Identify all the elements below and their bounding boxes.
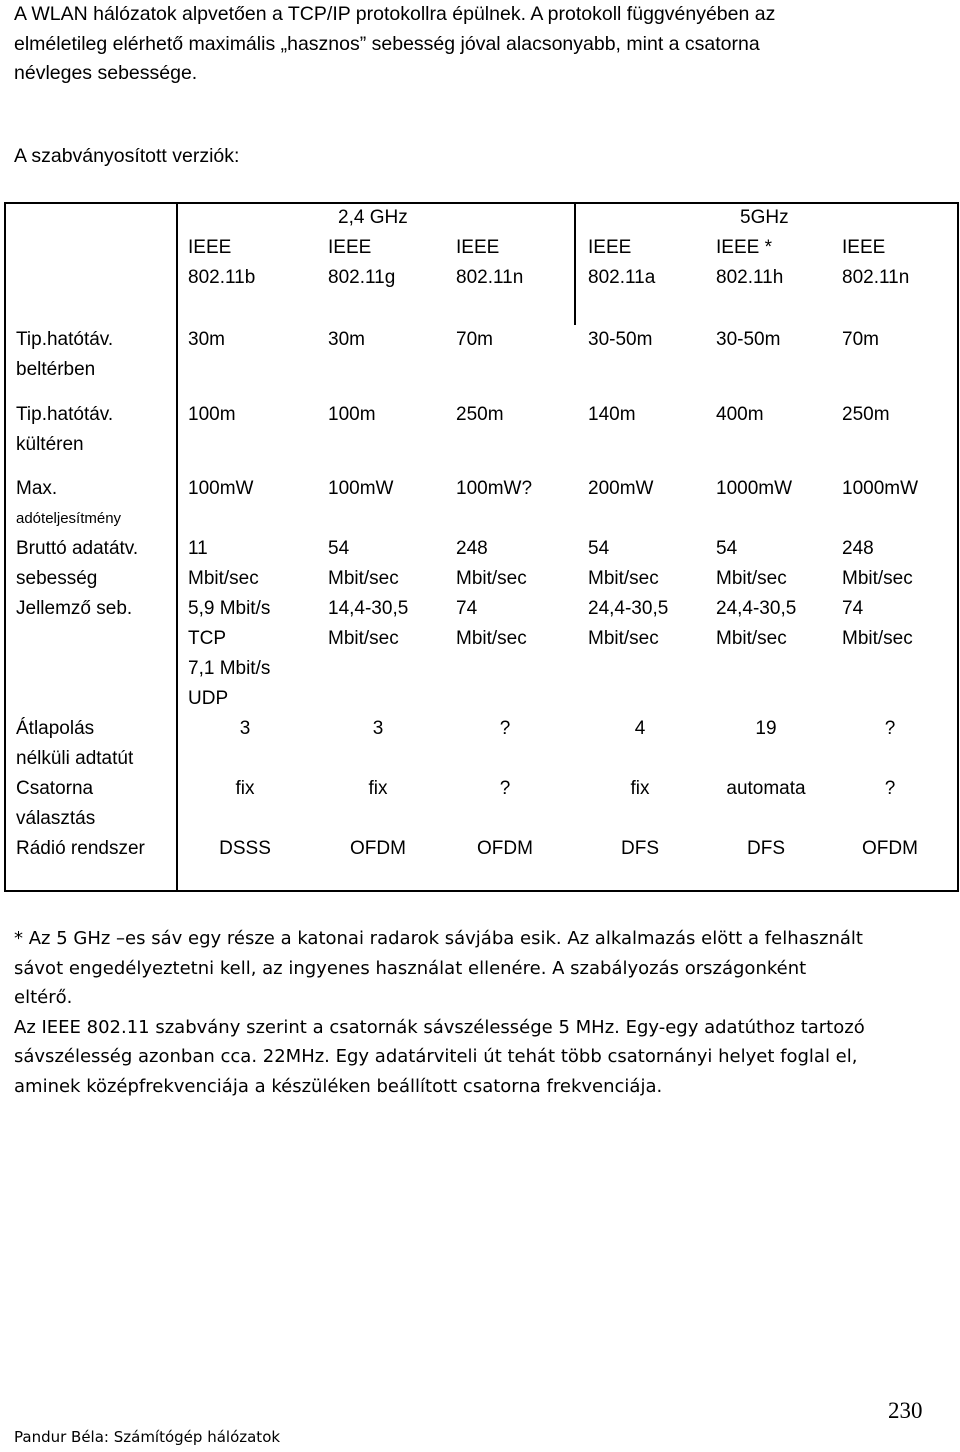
table-border-left — [4, 202, 6, 892]
table-cell: Mbit/sec — [716, 628, 787, 649]
row-label: Bruttó adatátv. — [16, 538, 139, 559]
table-cell: 4 — [634, 718, 646, 739]
table-cell: Mbit/sec — [456, 568, 527, 589]
table-cell: 250m — [456, 404, 504, 425]
intro-paragraph — [14, 0, 944, 89]
table-cell: 1000mW — [842, 478, 919, 499]
footnote-line: aminek középfrekvenciája a készüléken beállított csatorna frekvenciája. — [14, 1075, 663, 1097]
table-cell: 200mW — [588, 478, 654, 499]
table-cell: 100m — [328, 404, 376, 425]
table-cell: 54 — [328, 538, 350, 559]
row-label: Csatorna — [16, 778, 94, 799]
band-header-5ghz: 5GHz — [740, 207, 789, 228]
row-label: sebesség — [16, 568, 98, 589]
standard-header: 802.11a — [588, 267, 656, 288]
row-label: Max. — [16, 478, 58, 499]
table-cell: DFS — [621, 838, 659, 859]
standard-header: 802.11n — [456, 267, 524, 288]
table-cell: 5,9 Mbit/s — [188, 598, 271, 619]
table-cell: 70m — [456, 329, 493, 350]
table-cell: 140m — [588, 404, 636, 425]
table-cell: 100mW — [188, 478, 254, 499]
table-cell: Mbit/sec — [588, 568, 659, 589]
table-cell: OFDM — [350, 838, 406, 859]
standard-header: IEEE * — [716, 237, 772, 258]
table-cell: Mbit/sec — [456, 628, 527, 649]
table-cell: fix — [235, 778, 255, 799]
page-number: 230 — [888, 1398, 923, 1423]
table-cell: 3 — [239, 718, 251, 739]
intro-line: névleges sebessége. — [14, 62, 198, 84]
table-cell: OFDM — [477, 838, 533, 859]
table-cell: ? — [884, 778, 896, 799]
row-label: Jellemző seb. — [16, 598, 133, 619]
table-cell: DSSS — [219, 838, 271, 859]
table-cell: 74 — [842, 598, 864, 619]
table-border-bottom — [4, 890, 959, 892]
table-cell: Mbit/sec — [328, 568, 399, 589]
footnote — [14, 924, 944, 1101]
table-cell: 250m — [842, 404, 890, 425]
band-divider — [574, 202, 576, 325]
table-cell: fix — [630, 778, 650, 799]
standard-header: 802.11b — [188, 267, 256, 288]
standard-header: IEEE — [456, 237, 500, 258]
table-cell: OFDM — [862, 838, 918, 859]
standard-header: IEEE — [188, 237, 232, 258]
table-cell: Mbit/sec — [842, 628, 913, 649]
footnote-line: Az IEEE 802.11 szabvány szerint a csatornák sávszélessége 5 MHz. Egy-egy adatúthoz tartozó — [14, 1016, 865, 1038]
standard-header: IEEE — [328, 237, 372, 258]
table-cell: Mbit/sec — [588, 628, 659, 649]
table-cell: Mbit/sec — [328, 628, 399, 649]
table-cell: 100mW? — [456, 478, 533, 499]
footnote-line: eltérő. — [14, 987, 73, 1008]
standard-header: 802.11g — [328, 267, 396, 288]
row-label: Rádió rendszer — [16, 838, 145, 859]
footnote-line: sávszélesség azonban cca. 22MHz. Egy adatárviteli út tehát több csatornányi helyet foglal el, — [14, 1046, 858, 1067]
table-cell: fix — [368, 778, 388, 799]
table-border-top — [4, 202, 959, 204]
table-cell: 11 — [188, 538, 208, 559]
table-cell: 14,4-30,5 — [328, 598, 409, 619]
table-cell: 54 — [588, 538, 610, 559]
label-column-divider — [176, 202, 178, 890]
table-cell: 74 — [456, 598, 478, 619]
table-cell: 19 — [755, 718, 777, 739]
standard-header: 802.11n — [842, 267, 910, 288]
table-cell: 248 — [842, 538, 874, 559]
row-label: Tip.hatótáv. — [16, 329, 114, 350]
row-label: nélküli adtatút — [16, 748, 134, 769]
row-label: Átlapolás — [16, 718, 95, 739]
table-border-right — [957, 202, 959, 892]
table-cell: 100m — [188, 404, 236, 425]
table-cell: 70m — [842, 329, 879, 350]
intro-line: A WLAN hálózatok alpvetően a TCP/IP protokollra épülnek. A protokoll függvényében az — [14, 3, 776, 25]
row-label: adóteljesítmény — [16, 510, 122, 527]
table-cell: 400m — [716, 404, 764, 425]
section-subheading: A szabványosított verziók: — [14, 145, 240, 167]
intro-line: elméletileg elérhető maximális „hasznos” sebesség jóval alacsonyabb, mint a csatorna — [14, 32, 760, 55]
table-cell: ? — [499, 778, 511, 799]
row-label: kültéren — [16, 434, 84, 455]
table-cell: Mbit/sec — [842, 568, 913, 589]
footnote-line: sávot engedélyeztetni kell, az ingyenes használat ellenére. A szabályozás országonként — [14, 957, 807, 979]
table-cell: ? — [499, 718, 511, 739]
table-cell: 30-50m — [716, 329, 781, 350]
table-cell: Mbit/sec — [716, 568, 787, 589]
table-cell: automata — [726, 778, 806, 799]
table-cell: 100mW — [328, 478, 394, 499]
row-label: beltérben — [16, 359, 96, 380]
table-cell: UDP — [188, 688, 229, 709]
standard-header: IEEE — [842, 237, 886, 258]
standard-header: 802.11h — [716, 267, 784, 288]
table-cell: 30m — [328, 329, 365, 350]
table-cell: 7,1 Mbit/s — [188, 658, 271, 679]
row-label: Tip.hatótáv. — [16, 404, 114, 425]
row-label: választás — [16, 808, 96, 829]
table-cell: 30-50m — [588, 329, 653, 350]
table-cell: TCP — [188, 628, 226, 649]
table-cell: ? — [884, 718, 896, 739]
table-cell: 24,4-30,5 — [716, 598, 797, 619]
standard-header: IEEE — [588, 237, 632, 258]
band-header-2-4ghz: 2,4 GHz — [338, 207, 408, 228]
page-footer: Pandur Béla: Számítógép hálózatok — [14, 1428, 281, 1446]
table-cell: 1000mW — [716, 478, 793, 499]
table-cell: 24,4-30,5 — [588, 598, 669, 619]
table-cell: 54 — [716, 538, 738, 559]
table-cell: Mbit/sec — [188, 568, 259, 589]
table-cell: DFS — [747, 838, 785, 859]
table-cell: 3 — [372, 718, 384, 739]
footnote-line: * Az 5 GHz –es sáv egy része a katonai radarok sávjába esik. Az alkalmazás elött a felhasznált — [14, 928, 863, 949]
table-cell: 248 — [456, 538, 488, 559]
table-cell: 30m — [188, 329, 225, 350]
